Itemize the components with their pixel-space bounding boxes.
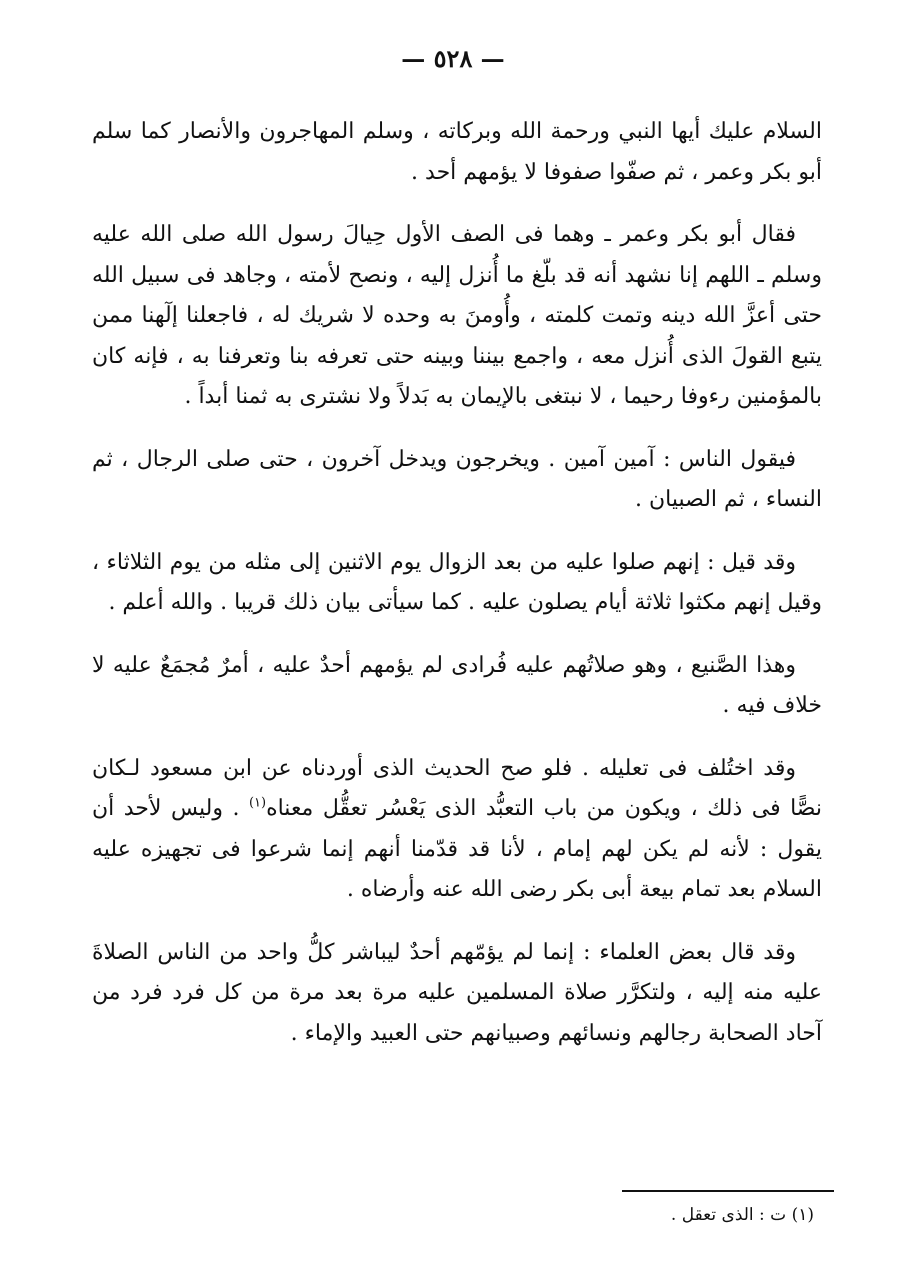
paragraph-4: وقد قيل : إنهم صلوا عليه من بعد الزوال يوم الاثنين إلى مثله من يوم الثلاثاء ، وقيل إنهم مكثوا ثلاثة أيام يصلون عليه . كما سيأتى بيان ذلك قريبا . والله أعلم . bbox=[92, 549, 822, 615]
paragraph-2: فقال أبو بكر وعمر ـ وهما فى الصف الأول حِيالَ رسول الله صلى الله عليه وسلم ـ اللهم إنا نشهد أنه قد بلّغ ما أُنزل إليه ، ونصح لأمته ، وجاهد فى سبيل الله حتى أعزَّ الله دينه وتمت كلمته ، وأُومنَ به وحده لا شريك له ، فاجعلنا إلٓهنا ممن يتبع القولَ الذى أُنزل معه ، واجمع بيننا وبينه حتى تعرفه بنا وتعرفنا به ، فإنه كان بالمؤمنين رءوفا رحيما ، لا نبتغى بالإيمان به بَدلاً ولا نشترى به ثمنا أبداً . bbox=[92, 222, 822, 409]
paragraph-6-text-b: . وليس لأحد أن يقول : لأنه لم يكن لهم إمام ، لأنا قد قدّمنا أنهم إنما شرعوا فى تجهيزه عليه السلام بعد تمام بيعة أبى بكر رضى الله عنه وأرضاه . bbox=[92, 796, 822, 902]
paragraph-7: وقد قال بعض العلماء : إنما لم يؤمّهم أحدٌ ليباشر كلُّ واحد من الناس الصلاةَ عليه منه إليه ، ولتكرَّر صلاة المسلمين عليه مرة بعد مرة من كل فرد فرد من آحاد الصحابة رجالهم ونسائهم وصبيانهم حتى العبيد والإماء . bbox=[92, 939, 822, 1046]
paragraph-6-text-a: وقد اختُلف فى تعليله . فلو صح الحديث الذى أوردناه عن ابن مسعود لـكان نصًّا فى ذلك ، ويكون من باب التعبُّد الذى يَعْسُر تعقُّل معناه bbox=[92, 755, 822, 821]
footnote: (١) ت : الذى تعقل . bbox=[670, 1205, 814, 1225]
footnote-divider bbox=[622, 1190, 834, 1192]
page-number: — ٥٢٨ — bbox=[401, 44, 505, 73]
paragraph-1: السلام عليك أيها النبي ورحمة الله وبركاته ، وسلم المهاجرون والأنصار كما سلم أبو بكر وعمر ، ثم صفّوا صفوفا لا يؤمهم أحد . bbox=[92, 119, 822, 185]
paragraph-6 bbox=[92, 749, 822, 911]
paragraph-3: فيقول الناس : آمين آمين . ويخرجون ويدخل آخرون ، حتى صلى الرجال ، ثم النساء ، ثم الصبيان . bbox=[92, 446, 822, 512]
footnote-reference: (١) bbox=[248, 795, 267, 811]
paragraph-5: وهذا الصَّنيع ، وهو صلاتُهم عليه فُرادى لم يؤمهم أحدٌ عليه ، أمرٌ مُجمَعٌ عليه لا خلاف فيه . bbox=[92, 652, 822, 718]
body-text bbox=[92, 112, 822, 1076]
